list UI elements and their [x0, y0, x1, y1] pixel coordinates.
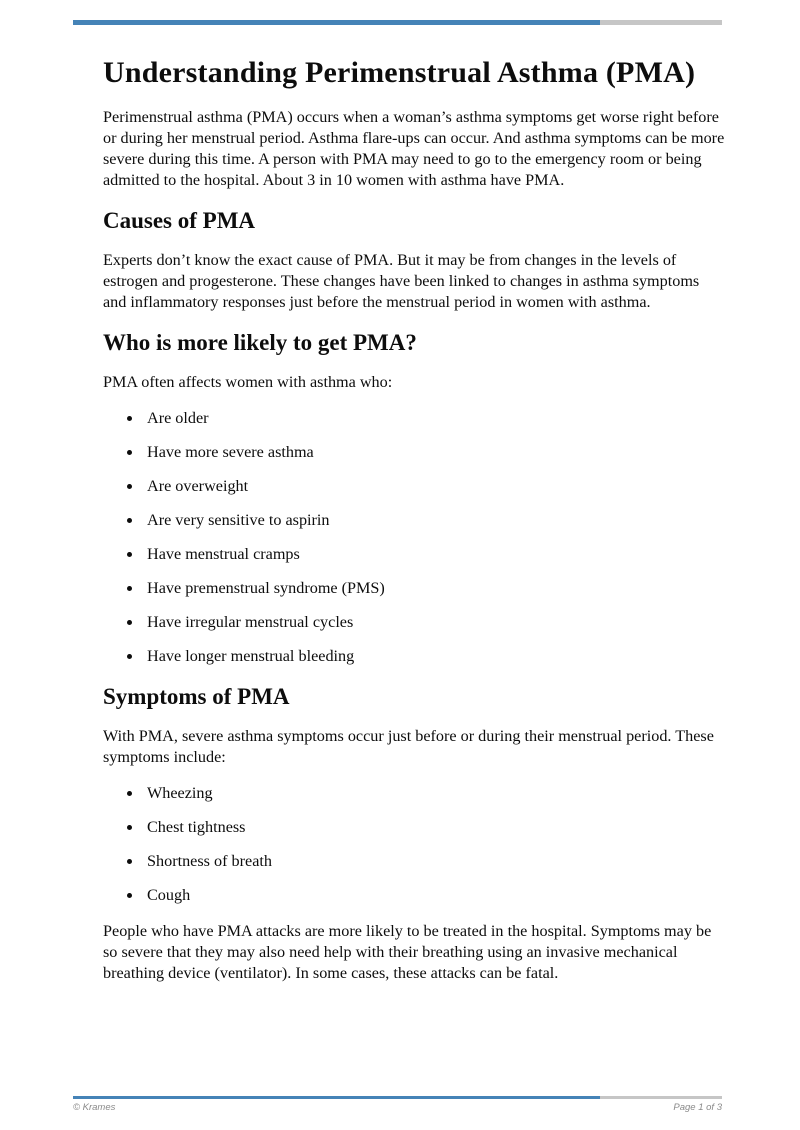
page-footer: [73, 1096, 722, 1113]
document-content: [103, 48, 725, 999]
symptoms-list: [103, 783, 725, 906]
footer-accent-bar-gray: [600, 1096, 722, 1099]
list-item: • Cough: [143, 885, 725, 906]
list-item: • Wheezing: [143, 783, 725, 804]
list-item: • Have more severe asthma: [143, 442, 725, 463]
header-accent-bar: [73, 20, 722, 25]
header-accent-bar-gray: [600, 20, 722, 25]
risk-factors-list: [103, 408, 725, 667]
intro-paragraph: Perimenstrual asthma (PMA) occurs when a woman’s asthma symptoms get worse right before or during her menstrual period. Asthma flare-ups can occur. And asthma symptoms can be more severe during this time. A person with PMA may need to go to the emergency room or being admitted to the hospital. About 3 in 10 women with asthma have PMA.: [103, 108, 725, 189]
list-item: • Have premenstrual syndrome (PMS): [143, 578, 725, 599]
footer-accent-bar-blue: [73, 1096, 600, 1099]
list-item: • Have longer menstrual bleeding: [143, 646, 725, 667]
list-item: • Have irregular menstrual cycles: [143, 612, 725, 633]
who-gets-pma-paragraph: PMA often affects women with asthma who:: [103, 373, 393, 391]
footer-copyright: © Krames: [73, 1102, 116, 1113]
list-item: • Are older: [143, 408, 725, 429]
footer-accent-bar: [73, 1096, 722, 1099]
footer-row: [73, 1102, 722, 1113]
section-heading-causes: Causes of PMA: [103, 208, 256, 233]
section-heading-symptoms: Symptoms of PMA: [103, 684, 290, 709]
document-title: Understanding Perimenstrual Asthma (PMA): [103, 56, 696, 89]
causes-paragraph: Experts don’t know the exact cause of PMA. But it may be from changes in the levels of estrogen and progesterone. These changes have been linked to changes in asthma symptoms and inflammatory responses just before the menstrual period in women with asthma.: [103, 251, 700, 311]
symptoms-paragraph: With PMA, severe asthma symptoms occur just before or during their menstrual period. These symptoms include:: [103, 727, 714, 766]
list-item: • Chest tightness: [143, 817, 725, 838]
section-heading-who-gets-pma: Who is more likely to get PMA?: [103, 330, 417, 355]
list-item: • Are overweight: [143, 476, 725, 497]
header-accent-bar-blue: [73, 20, 600, 25]
closing-paragraph: People who have PMA attacks are more likely to be treated in the hospital. Symptoms may be so severe that they may also need help with their breathing using an invasive mechanical breathing device (ventilator). In some cases, these attacks can be fatal.: [103, 922, 712, 982]
list-item: • Shortness of breath: [143, 851, 725, 872]
footer-page-number: Page 1 of 3: [673, 1102, 722, 1113]
list-item: • Have menstrual cramps: [143, 544, 725, 565]
list-item: • Are very sensitive to aspirin: [143, 510, 725, 531]
